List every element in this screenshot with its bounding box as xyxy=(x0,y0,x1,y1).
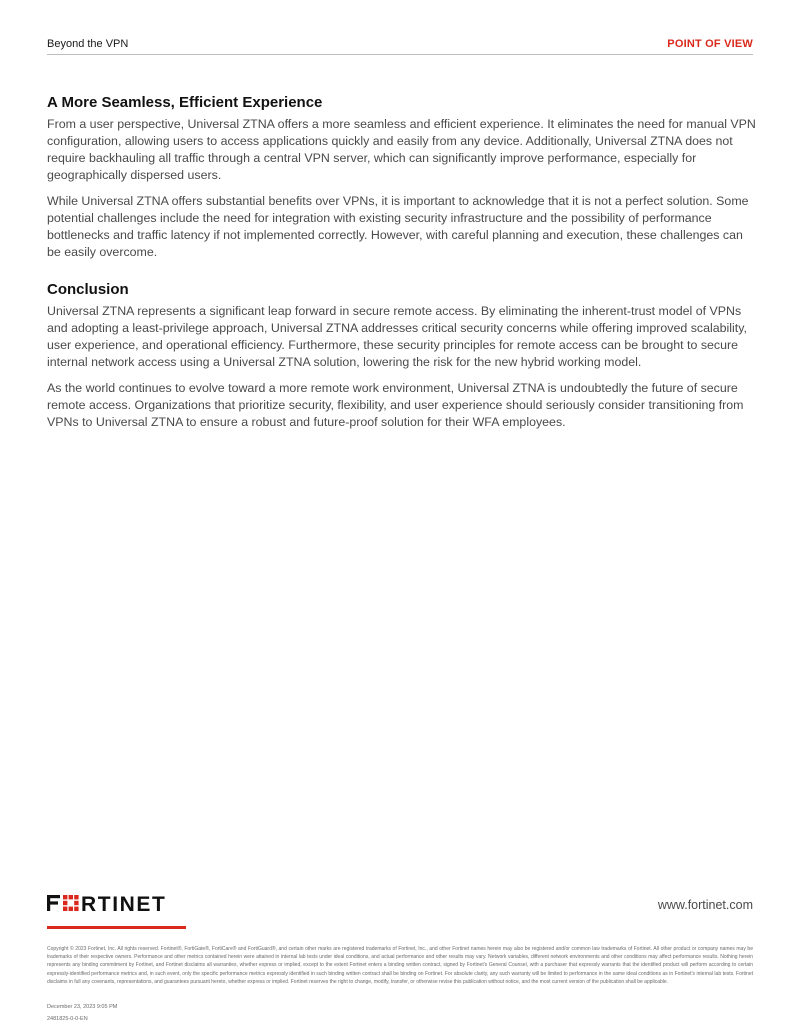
section-conclusion xyxy=(47,281,757,431)
svg-text:RTINET: RTINET xyxy=(81,894,167,912)
paragraph: As the world continues to evolve toward a more remote work environment, Universal ZTNA is undoubtedly the future of secure remote access. Organizations that prioritize security, flexibility, and user experience should seriously consider transitioning from VPNs to Universal ZTNA to ensure a robust and future-proof solution for their WFA employees. xyxy=(47,381,744,429)
document-number: 2481825-0-0-EN xyxy=(47,1016,88,1022)
legal-disclaimer: Copyright © 2023 Fortinet, Inc. All rights reserved. Fortinet®, FortiGate®, FortiCare® and FortiGuard®, and certain other marks are registered trademarks of Fortinet, Inc., and other Fortinet names herein may also be registered and/or common law trademarks of Fortinet. All other product or company names may be trademarks of their respective owners. Performance and other metrics contained herein were attained in internal lab tests under ideal conditions, and actual performance and other results may vary. Network variables, different network environments and other conditions may affect performance results. Nothing herein represents any binding commitment by Fortinet, and Fortinet disclaims all warranties, whether express or implied, except to the extent Fortinet enters a binding written contract, signed by Fortinet's General Counsel, with a purchaser that expressly warrants that the identified product will perform according to certain expressly-identified performance metrics and, in such event, only the specific performance metrics expressly identified in such binding written contract shall be binding on Fortinet. For absolute clarity, any such warranty will be limited to performance in the same ideal conditions as in Fortinet's internal lab tests. Fortinet disclaims in full any covenants, representations, and guarantees pursuant hereto, whether express or implied. Fortinet reserves the right to change, modify, transfer, or otherwise revise this publication without notice, and the most current version of the publication shall be applicable. xyxy=(47,946,753,985)
main-content xyxy=(47,94,757,440)
section-seamless-experience xyxy=(47,94,757,261)
fortinet-logo xyxy=(47,894,187,917)
fortinet-logo-icon xyxy=(47,894,187,912)
section-heading: Conclusion xyxy=(47,281,129,298)
section-heading: A More Seamless, Efficient Experience xyxy=(47,94,323,111)
publication-date: December 23, 2023 9:05 PM xyxy=(47,1004,118,1010)
logo-underline xyxy=(47,926,186,929)
paragraph: While Universal ZTNA offers substantial benefits over VPNs, it is important to acknowledge that it is not a perfect solution. Some potential challenges include the need for integration with existing security infrastructure and the possibility of performance bottlenecks and traffic latency if not implemented correctly. However, with careful planning and execution, these challenges can be easily overcome. xyxy=(47,194,749,259)
page-header xyxy=(47,38,753,55)
website-link[interactable]: www.fortinet.com xyxy=(657,898,753,912)
document-title: Beyond the VPN xyxy=(47,38,129,50)
category-label: POINT OF VIEW xyxy=(667,38,753,50)
paragraph: Universal ZTNA represents a significant leap forward in secure remote access. By eliminating the inherent-trust model of VPNs and adopting a least-privilege approach, Universal ZTNA addresses critical security concerns while offering improved scalability, user experience, and operational efficiency. Furthermore, these security principles for remote access can be brought to secure internal network access using a Universal ZTNA solution, lowering the risk for the new hybrid working model. xyxy=(47,304,747,369)
paragraph: From a user perspective, Universal ZTNA offers a more seamless and efficient experience. It eliminates the need for manual VPN configuration, allowing users to access applications quickly and easily from any device. Additionally, Universal ZTNA does not require backhauling all traffic through a central VPN server, which can significantly improve performance, especially for geographically dispersed users. xyxy=(47,117,756,182)
